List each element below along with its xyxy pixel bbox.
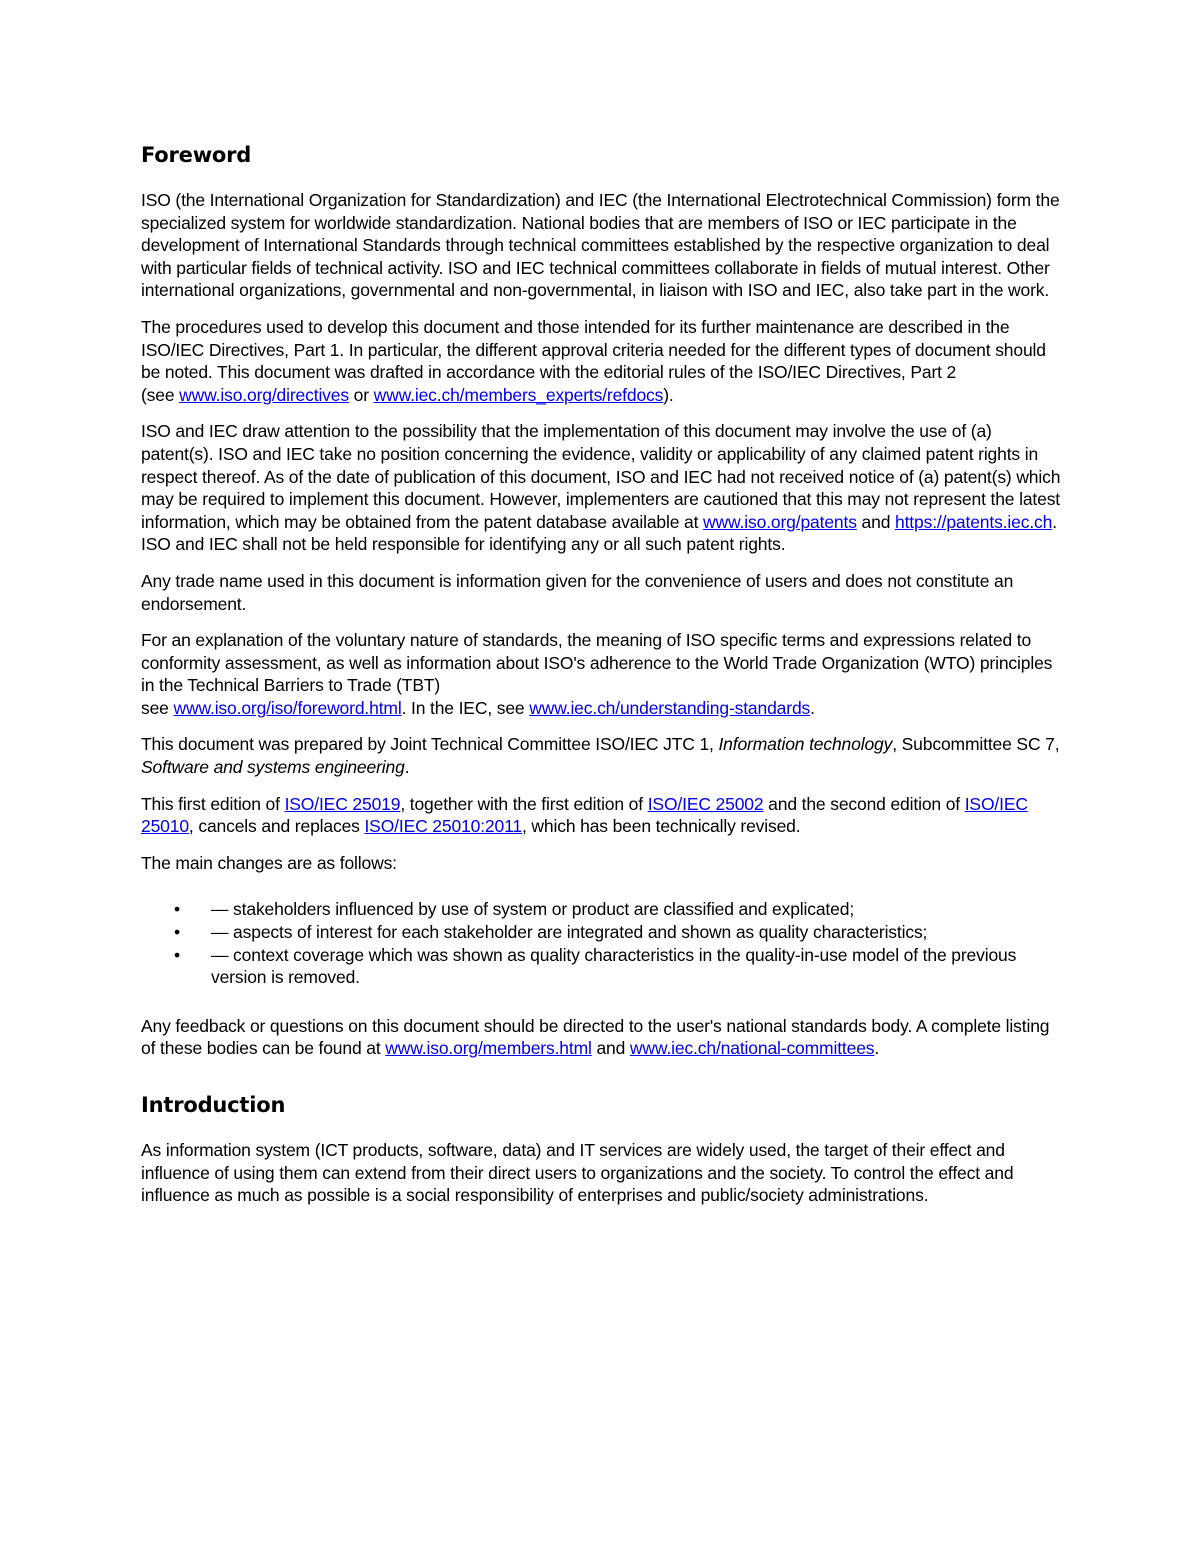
committee-title: Information technology bbox=[718, 734, 893, 755]
iso-patents-link[interactable]: www.iso.org/patents bbox=[703, 511, 857, 532]
iso-foreword-link[interactable]: www.iso.org/iso/foreword.html bbox=[173, 697, 402, 718]
list-item: • — stakeholders influenced by use of system or product are classified and explicated; bbox=[174, 899, 855, 920]
iso-directives-link[interactable]: www.iso.org/directives bbox=[179, 384, 349, 405]
introduction-heading: Introduction bbox=[141, 1093, 286, 1117]
list-item: • — context coverage which was shown as quality characteristics in the quality-in-use model of the previous version is removed. bbox=[174, 944, 1017, 988]
foreword-paragraph-6: This document was prepared by Joint Technical Committee ISO/IEC JTC 1, Information technology, Subcommittee SC 7, Software and systems engineering. bbox=[141, 734, 1060, 778]
iso-iec-25010-2011-link[interactable]: ISO/IEC 25010:2011 bbox=[364, 816, 522, 837]
bullet-icon: • bbox=[174, 922, 180, 943]
foreword-paragraph-4: Any trade name used in this document is information given for the convenience of users and does not constitute an endorsement. bbox=[141, 570, 1014, 614]
iso-members-link[interactable]: www.iso.org/members.html bbox=[385, 1038, 592, 1059]
iso-iec-25019-link[interactable]: ISO/IEC 25019 bbox=[284, 793, 401, 814]
foreword-paragraph-7: This first edition of ISO/IEC 25019, together with the first edition of ISO/IEC 25002 and the second edition of ISO/IEC 25010, cancels and replaces ISO/IEC 25010:2011, which has been technically revised. bbox=[141, 793, 1028, 837]
introduction-paragraph-1: As information system (ICT products, software, data) and IT services are widely used, the target of their effect and influence of using them can extend from their direct users to organizations and the society. To control the effect and influence as much as possible is a social responsibility of enterprises and public/society administrations. bbox=[141, 1140, 1014, 1206]
iec-national-committees-link[interactable]: www.iec.ch/national-committees bbox=[629, 1038, 875, 1059]
iso-iec-25010-link[interactable]: ISO/IEC 25010 bbox=[141, 793, 1028, 837]
changes-intro: The main changes are as follows: bbox=[141, 852, 397, 873]
list-item: • — aspects of interest for each stakeholder are integrated and shown as quality characteristics; bbox=[174, 922, 928, 943]
bullet-icon: • bbox=[174, 944, 180, 965]
foreword-paragraph-2: The procedures used to develop this document and those intended for its further maintenance are described in the ISO/IEC Directives, Part 1. In particular, the different approval criteria needed for the different types of document should be noted. This document was drafted in accordance with the editorial rules of the ISO/IEC Directives, Part 2 (see www.iso.org/directives or www.iec.ch/members_experts/refdocs). bbox=[141, 316, 1046, 405]
foreword-paragraph-5: For an explanation of the voluntary nature of standards, the meaning of ISO specific terms and expressions related to conformity assessment, as well as information about ISO's adherence to the World Trade Organization (WTO) principles in the Technical Barriers to Trade (TBT) see www.iso.org/iso/foreword.html. In the IEC, see www.iec.ch/understanding-standards. bbox=[141, 630, 1053, 718]
foreword-paragraph-8: Any feedback or questions on this document should be directed to the user's national standards body. A complete listing of these bodies can be found at www.iso.org/members.html and www.iec.ch/national-committees. bbox=[141, 1015, 1050, 1059]
iec-refdocs-link[interactable]: www.iec.ch/members_experts/refdocs bbox=[373, 384, 664, 405]
foreword-paragraph-1: ISO (the International Organization for Standardization) and IEC (the International Electrotechnical Commission) form the specialized system for worldwide standardization. National bodies that are members of ISO or IEC participate in the development of International Standards through technical committees established by the respective organization to deal with particular fields of technical activity. ISO and IEC technical committees collaborate in fields of mutual interest. Other international organizations, governmental and non-governmental, in liaison with ISO and IEC, also take part in the work. bbox=[141, 190, 1060, 301]
subcommittee-title: Software and systems engineering bbox=[141, 757, 405, 778]
iec-understanding-standards-link[interactable]: www.iec.ch/understanding-standards bbox=[529, 697, 811, 718]
foreword-heading: Foreword bbox=[141, 143, 252, 167]
iso-iec-25002-link[interactable]: ISO/IEC 25002 bbox=[647, 793, 764, 814]
foreword-paragraph-3: ISO and IEC draw attention to the possibility that the implementation of this document may involve the use of (a) patent(s). ISO and IEC take no position concerning the evidence, validity or applicability of any claimed patent rights in respect thereof. As of the date of publication of this document, ISO and IEC had not received notice of (a) patent(s) which may be required to implement this document. However, implementers are cautioned that this may not represent the latest information, which may be obtained from the patent database available at www.iso.org/patents and https://patents.iec.ch. ISO and IEC shall not be held responsible for identifying any or all such patent rights. bbox=[141, 421, 1061, 555]
bullet-icon: • bbox=[174, 899, 180, 920]
iec-patents-link[interactable]: https://patents.iec.ch bbox=[895, 511, 1053, 532]
document-page bbox=[141, 138, 1066, 1221]
changes-list bbox=[141, 898, 1066, 988]
